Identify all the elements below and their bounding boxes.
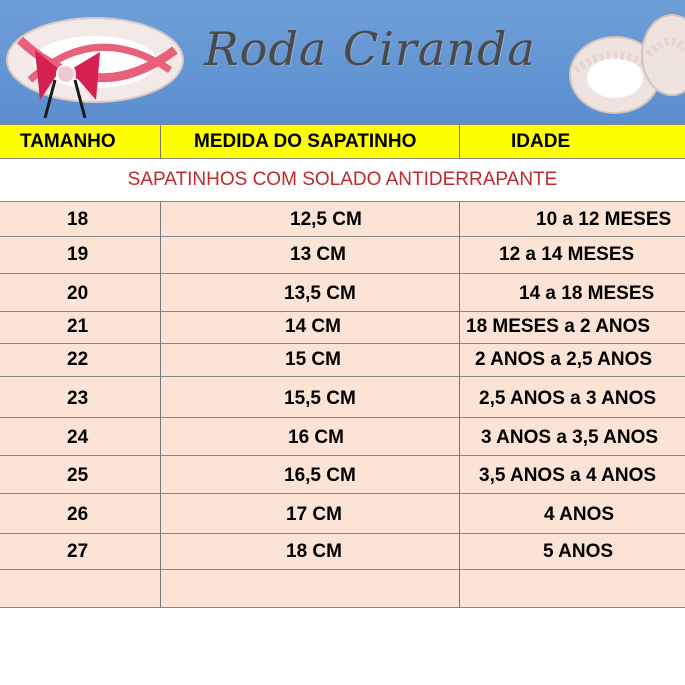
cell-tamanho: 18 xyxy=(67,209,89,230)
cell-medida: 16,5 CM xyxy=(284,465,356,486)
table-row xyxy=(0,494,685,534)
cell-tamanho: 19 xyxy=(67,244,89,265)
cell-idade: 2,5 ANOS a 3 ANOS xyxy=(479,388,657,409)
cell-tamanho: 22 xyxy=(67,349,89,370)
column-divider xyxy=(160,274,161,312)
table-row xyxy=(0,377,685,418)
column-divider xyxy=(160,344,161,377)
cell-medida: 17 CM xyxy=(286,504,342,525)
column-divider xyxy=(459,344,460,377)
header-idade: IDADE xyxy=(511,131,571,152)
column-divider xyxy=(160,312,161,344)
baby-shoe-pink-bow-image xyxy=(0,0,190,124)
column-divider xyxy=(459,202,460,238)
header-divider xyxy=(160,125,161,158)
column-divider xyxy=(459,237,460,274)
header-tamanho: TAMANHO xyxy=(20,131,116,152)
table-row xyxy=(0,418,685,456)
table-row xyxy=(0,312,685,344)
cell-tamanho: 26 xyxy=(67,504,89,525)
table-row xyxy=(0,570,685,608)
cell-medida: 14 CM xyxy=(285,316,341,337)
header-medida: MEDIDA DO SAPATINHO xyxy=(194,131,417,152)
cell-tamanho: 27 xyxy=(67,541,89,562)
column-divider xyxy=(459,570,460,608)
column-divider xyxy=(459,456,460,494)
column-divider xyxy=(459,312,460,344)
cell-tamanho: 20 xyxy=(67,283,89,304)
column-divider xyxy=(160,418,161,456)
column-divider xyxy=(160,456,161,494)
cell-medida: 16 CM xyxy=(288,427,344,448)
cell-tamanho: 24 xyxy=(67,427,89,448)
column-divider xyxy=(160,494,161,534)
cell-idade: 14 a 18 MESES xyxy=(519,283,655,304)
table-subtitle: SAPATINHOS COM SOLADO ANTIDERRAPANTE xyxy=(0,159,685,201)
cell-tamanho: 25 xyxy=(67,465,89,486)
cell-idade: 18 MESES a 2 ANOS xyxy=(466,316,651,337)
cell-medida: 13 CM xyxy=(290,244,346,265)
column-divider xyxy=(160,534,161,570)
table-row xyxy=(0,274,685,312)
cell-idade: 2 ANOS a 2,5 ANOS xyxy=(475,349,653,370)
column-divider xyxy=(459,274,460,312)
baby-shoes-pearl-image xyxy=(560,0,685,124)
cell-idade: 12 a 14 MESES xyxy=(499,244,635,265)
column-divider xyxy=(160,202,161,238)
table-row xyxy=(0,237,685,274)
column-divider xyxy=(459,377,460,418)
cell-medida: 18 CM xyxy=(286,541,342,562)
cell-idade: 5 ANOS xyxy=(543,541,614,562)
table-row xyxy=(0,344,685,377)
table-header-row xyxy=(0,124,685,159)
column-divider xyxy=(160,570,161,608)
cell-idade: 10 a 12 MESES xyxy=(536,209,672,230)
column-divider xyxy=(459,534,460,570)
cell-medida: 12,5 CM xyxy=(290,209,362,230)
header-divider xyxy=(459,125,460,158)
cell-tamanho: 23 xyxy=(67,388,89,409)
column-divider xyxy=(160,377,161,418)
column-divider xyxy=(459,494,460,534)
cell-tamanho: 21 xyxy=(67,316,89,337)
banner xyxy=(0,0,685,124)
cell-medida: 13,5 CM xyxy=(284,283,356,304)
table-row xyxy=(0,201,685,237)
column-divider xyxy=(459,418,460,456)
cell-idade: 3 ANOS a 3,5 ANOS xyxy=(481,427,659,448)
cell-idade: 4 ANOS xyxy=(544,504,615,525)
brand-logo-text: Roda Ciranda xyxy=(204,22,536,76)
cell-idade: 3,5 ANOS a 4 ANOS xyxy=(479,465,657,486)
cell-medida: 15 CM xyxy=(285,349,341,370)
table-row xyxy=(0,456,685,494)
cell-medida: 15,5 CM xyxy=(284,388,356,409)
table-row xyxy=(0,534,685,570)
column-divider xyxy=(160,237,161,274)
